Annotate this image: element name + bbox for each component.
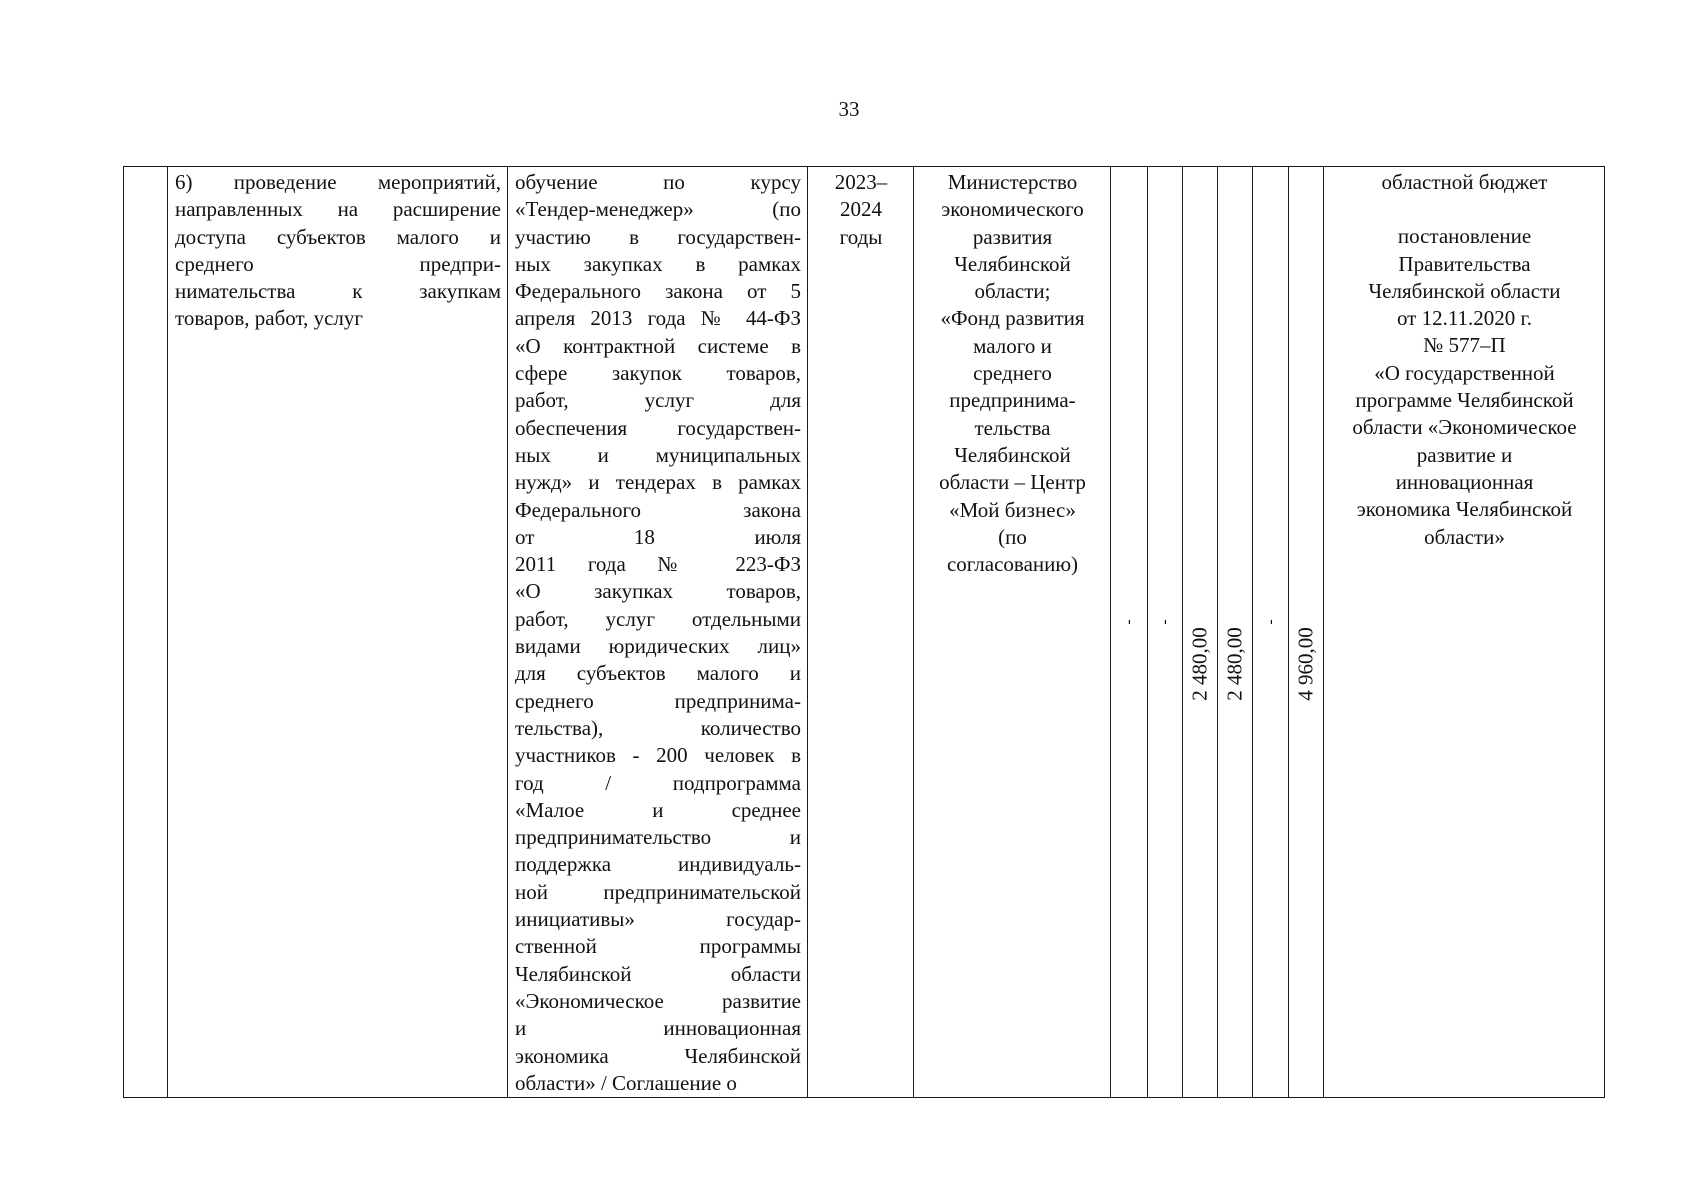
text-line: «Малое и среднее (515, 797, 801, 822)
text-line: ных и муниципальных (515, 442, 801, 467)
text-line: «Тендер-менеджер» (по (515, 197, 801, 222)
text-line: ственной программы (515, 934, 801, 959)
amount-col2-value: - (1156, 619, 1173, 625)
text-line: постановление (1397, 224, 1532, 249)
text-line: участников - 200 человек в (515, 743, 801, 768)
text-line: апреля 2013 года № 44-ФЗ (515, 306, 801, 331)
measure-name-text (168, 167, 507, 333)
row-number-cell (124, 167, 168, 1098)
text-line: Федерального закона (515, 497, 801, 522)
text-line: «О контрактной системе в (515, 333, 801, 358)
text-line: инициативы» государ- (515, 907, 801, 932)
table-row (124, 167, 1605, 1098)
text-line: и инновационная (515, 1016, 801, 1041)
text-line: поддержка индивидуаль- (515, 852, 801, 877)
text-line: согласованию) (946, 552, 1079, 577)
text-line: экономика Челябинской (1356, 497, 1573, 522)
text-line: товаров, работ, услуг (175, 306, 364, 331)
text-line: ной предпринимательской (515, 879, 801, 904)
text-line: 6) проведение мероприятий, (175, 170, 501, 194)
source-text (1324, 167, 1604, 551)
text-line: Челябинской (954, 442, 1071, 467)
text-line: нимательства к закупкам (175, 279, 501, 304)
amount-col1-value: - (1120, 619, 1137, 625)
text-line: доступа субъектов малого и (175, 224, 501, 249)
text-line: области» / Соглашение о (515, 1070, 737, 1095)
text-line: области» (1424, 524, 1505, 549)
amount-col3-cell (1183, 167, 1218, 1098)
text-line: малого и (973, 333, 1052, 358)
text-line: «Мой бизнес» (949, 497, 1076, 522)
amount-total-cell (1289, 167, 1324, 1098)
text-line: развитие и (1416, 442, 1513, 467)
budget-source: областной бюджет (1381, 170, 1548, 194)
text-line: обеспечения государствен- (515, 415, 801, 440)
text-line: (по (998, 524, 1027, 549)
text-line: области; (974, 279, 1051, 304)
text-line: для субъектов малого и (515, 661, 801, 686)
text-line: тельства), количество (515, 715, 801, 740)
text-line: видами юридических лиц» (515, 634, 801, 659)
text-line: области – Центр (939, 470, 1086, 495)
text-line: Челябинской области (515, 961, 801, 986)
text-line: участию в государствен- (515, 224, 801, 249)
text-line: развития (972, 224, 1053, 249)
spacer (1331, 196, 1598, 223)
text-line: предпринима- (949, 388, 1076, 413)
source-cell (1324, 167, 1605, 1098)
text-line: среднего (973, 361, 1052, 386)
executor-cell (914, 167, 1111, 1098)
amount-col5-value: - (1261, 619, 1279, 625)
text-line: работ, услуг для (515, 388, 801, 413)
amount-col4-cell (1218, 167, 1253, 1098)
amount-total-value: 4 960,00 (1293, 627, 1318, 701)
text-line: год / подпрограмма (515, 770, 801, 795)
amount-col2-cell (1148, 167, 1183, 1098)
amount-col1-cell (1111, 167, 1148, 1098)
text-line: экономического (941, 197, 1084, 222)
text-line: среднего предпринима- (515, 688, 801, 713)
text-line: ных закупках в рамках (515, 251, 801, 276)
page-number: 33 (838, 97, 860, 121)
text-line: от 18 июля (515, 524, 801, 549)
measure-name-cell (168, 167, 508, 1098)
amount-col5-cell (1253, 167, 1289, 1098)
result-text (508, 167, 807, 1097)
text-line: Челябинской области (1368, 278, 1561, 303)
text-line: инновационная (1395, 469, 1534, 494)
text-line: от 12.11.2020 г. (1396, 306, 1533, 331)
text-line: области «Экономическое (1352, 415, 1577, 440)
text-line: Федерального закона от 5 (515, 279, 801, 304)
text-line: «Фонд развития (940, 306, 1085, 331)
text-line: экономика Челябинской (515, 1043, 801, 1068)
text-line: сфере закупок товаров, (515, 361, 801, 386)
text-line: 2024 (840, 197, 882, 222)
text-line: Министерство (947, 170, 1078, 194)
text-line: Челябинской (954, 251, 1071, 276)
text-line: годы (839, 224, 883, 249)
text-line: «О закупках товаров, (515, 579, 801, 604)
result-cell (508, 167, 808, 1098)
measures-table (123, 166, 1605, 1098)
text-line: 2011 года № 223-ФЗ (515, 552, 801, 577)
text-line: «Экономическое развитие (515, 988, 801, 1013)
text-line: № 577–П (1423, 333, 1506, 358)
period-cell (808, 167, 914, 1098)
text-line: 2023– (834, 170, 888, 194)
text-line: Правительства (1398, 251, 1531, 276)
executor-text (914, 167, 1110, 578)
text-line: среднего предпри- (175, 251, 501, 276)
text-line: направленных на расширение (175, 197, 501, 222)
text-line: работ, услуг отдельными (515, 606, 801, 631)
amount-col4-value: 2 480,00 (1222, 627, 1247, 701)
text-line: обучение по курсу (515, 170, 801, 194)
text-line: «О государственной (1374, 360, 1555, 385)
period-text (808, 167, 913, 251)
text-line: нужд» и тендерах в рамках (515, 470, 801, 495)
amount-col3-value: 2 480,00 (1187, 627, 1212, 701)
text-line: предпринимательство и (515, 825, 801, 850)
text-line: программе Челябинской (1355, 388, 1574, 413)
text-line: тельства (974, 415, 1051, 440)
